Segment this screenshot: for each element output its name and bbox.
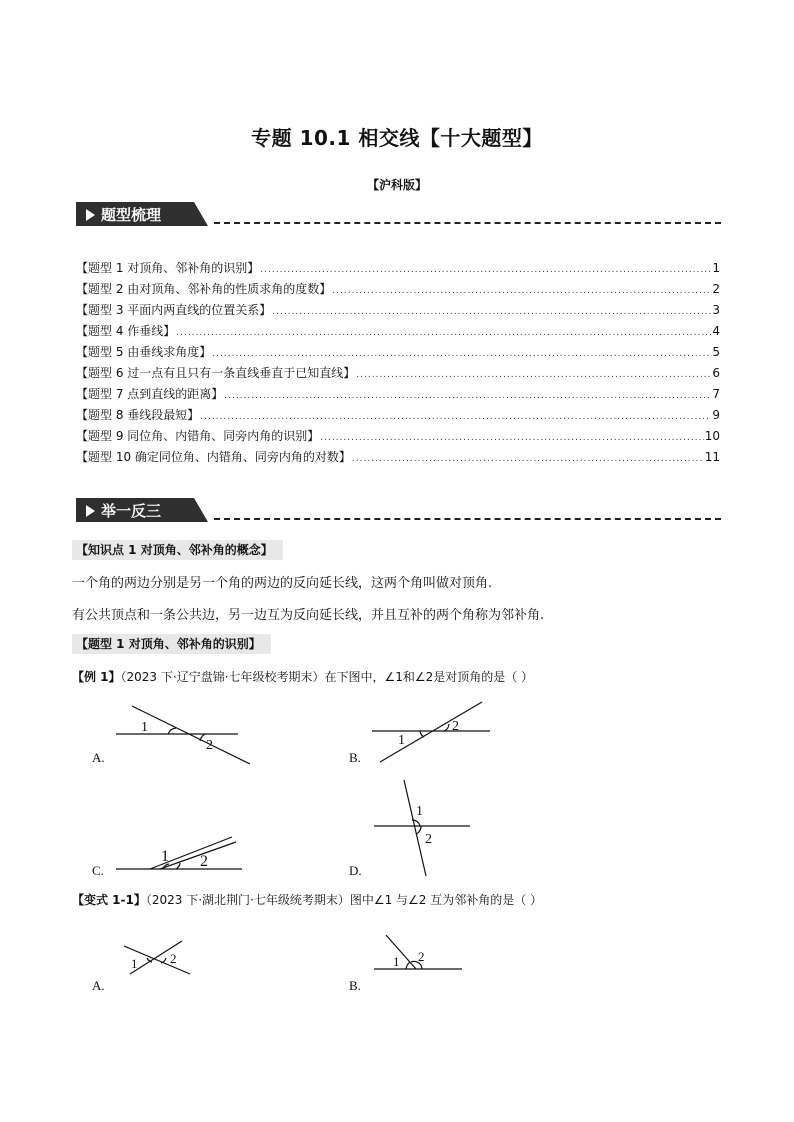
toc-item-label: 【题型 1 对顶角、邻补角的识别】 [76,261,260,275]
angle-label-2: 2 [425,832,432,847]
practice-banner-label: 举一反三 [101,502,162,520]
example1-text: （2023 下·辽宁盘锦·七年级校考期末）在下图中，∠1和∠2是对顶角的是（ ） [120,670,534,684]
variant-option-a: A. [92,978,105,993]
toc-item-label: 【题型 4 作垂线】 [76,324,176,338]
toc-item-page: 4 [712,324,720,338]
variant1-question [72,891,542,908]
figure-a [116,706,250,764]
toc-item-label: 【题型 9 同位角、内错角、同旁内角的识别】 [76,429,320,443]
toc-item-label: 【题型 2 由对顶角、邻补角的性质求角的度数】 [76,282,332,296]
angle-label-2: 2 [170,951,177,966]
knowledge-heading: 【知识点 1 对顶角、邻补角的概念】 [72,540,283,560]
option-a: A. [92,750,105,765]
toc-item-label: 【题型 10 确定同位角、内错角、同旁内角的对数】 [76,450,351,464]
toc-item-label: 【题型 5 由垂线求角度】 [76,345,212,359]
angle-label-1: 1 [398,733,405,748]
toc-item-label: 【题型 3 平面内两直线的位置关系】 [76,303,272,317]
toc-item-label: 【题型 7 点到直线的距离】 [76,387,224,401]
angle-label-1: 1 [416,804,423,819]
angle-label-2: 2 [206,738,213,753]
knowledge-line: 有公共顶点和一条公共边，另一边互为反向延长线，并且互补的两个角称为邻补角. [72,608,545,623]
knowledge-line: 一个角的两边分别是另一个角的两边的反向延长线，这两个角叫做对顶角. [72,576,493,591]
toc-item-page: 11 [704,450,720,464]
toc-item-page: 1 [712,261,720,275]
toc-item-page: 6 [712,366,720,380]
option-d: D. [349,863,362,878]
angle-label-2: 2 [452,719,459,734]
edition-label: 【沪科版】 [366,178,427,192]
toc-item-page: 7 [712,387,720,401]
page-title: 专题 10.1 相交线【十大题型】 [251,126,543,150]
angle-label-1: 1 [141,720,148,735]
example1-tag: 【例 1】 [72,670,121,684]
angle-label-1: 1 [131,956,138,971]
toc-item-page: 3 [712,303,720,317]
toc-item-page: 5 [712,345,720,359]
option-c: C. [92,863,104,878]
variant1-text: （2023 下·湖北荆门·七年级统考期末）图中∠1 与∠2 互为邻补角的是（ ） [145,893,543,907]
variant-option-b: B. [349,978,361,993]
figure-b [372,702,490,762]
toc-item-label: 【题型 6 过一点有且只有一条直线垂直于已知直线】 [76,366,356,380]
variant1-tag: 【变式 1-1】 [72,893,146,907]
figure-c [116,837,242,869]
toc-item-page: 9 [712,408,720,422]
toc-item-page: 10 [704,429,720,443]
toc-item-label: 【题型 8 垂线段最短】 [76,408,200,422]
angle-label-1: 1 [393,954,400,969]
angle-label-2: 2 [418,949,425,964]
angle-label-1: 1 [161,848,169,865]
toc-banner-label: 题型梳理 [101,206,162,224]
figure-d [374,780,470,876]
angle-label-2: 2 [200,853,208,870]
type1-heading: 【题型 1 对顶角、邻补角的识别】 [72,634,271,654]
option-b: B. [349,750,361,765]
toc-item-page: 2 [712,282,720,296]
